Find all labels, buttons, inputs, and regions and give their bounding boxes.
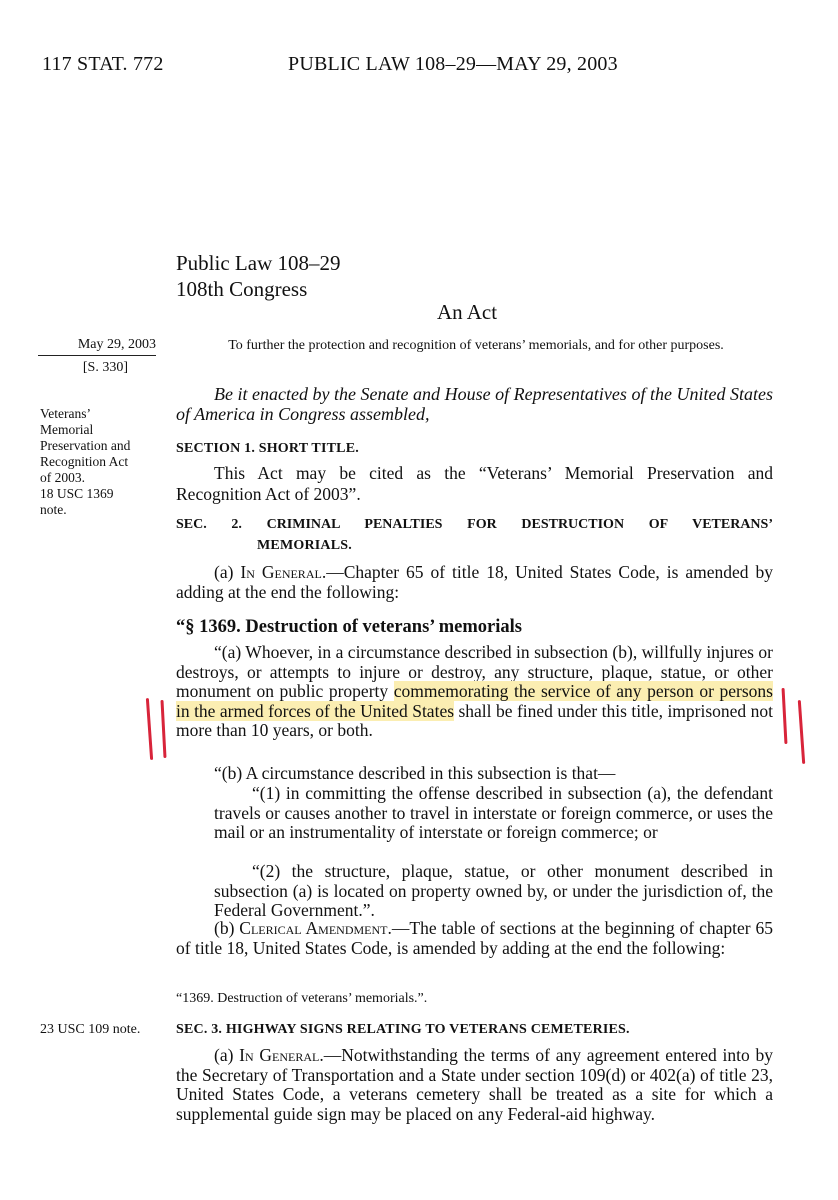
subsection-caption: In General [240,562,322,582]
short-title-margin-note: Veterans’ Memorial Preservation and Recognition Act of 2003. 18 USC 1369 note. [40,406,131,517]
running-head: PUBLIC LAW 108–29—MAY 29, 2003 [288,53,618,75]
section-2-heading: SEC. 2. CRIMINAL PENALTIES FOR DESTRUCTION OF VETERANS’ [176,517,773,532]
section-1369-subsection-a: “(a) Whoever, in a circumstance described in subsection (b), willfully injures or destroys, or attempts to injure or destroy, any structure, plaque, statue, or other monument on public property commemorating the service of any person or persons in the armed forces of the United States shall be fined under this title, imprisoned not more than 10 years, or both. [176,642,773,740]
subsection-caption: Clerical Amendment [239,918,388,938]
section-3-margin-note: 23 USC 109 note. [40,1022,141,1037]
section-1369-title: “§ 1369. Destruction of veterans’ memorials [176,617,522,637]
pen-mark-right-1 [782,688,788,744]
highlighted-passage: commemorating the service of any person or persons in the armed forces of the United States [176,681,773,721]
table-of-sections-entry: “1369. Destruction of veterans’ memorials.”. [176,991,428,1006]
paragraph-1: “(1) in committing the offense described in subsection (a), the defendant travels or causes another to travel in interstate or foreign commerce, or uses the mail or an instrumentality of interstate or foreign commerce; or [214,783,773,842]
paragraph-2: “(2) the structure, plaque, statue, or other monument described in subsection (a) is located on property owned by, or under the jurisdiction of, the Federal Government.”. [214,861,773,920]
section-1369-subsection-b: “(b) A circumstance described in this subsection is that— [214,763,616,783]
section-1-heading: SECTION 1. SHORT TITLE. [176,441,359,456]
section-2-heading-cont: MEMORIALS. [257,538,352,553]
bill-number: [S. 330] [82,360,128,375]
margin-divider [38,355,156,356]
pen-mark-left-2 [160,700,166,758]
section-3-heading: SEC. 3. HIGHWAY SIGNS RELATING TO VETERANS CEMETERIES. [176,1022,630,1037]
law-title-block [176,250,340,302]
page-stat-number: 117 STAT. 772 [42,53,164,75]
act-purpose: To further the protection and recognition of veterans’ memorials, and for other purposes. [228,338,724,353]
enacting-clause: Be it enacted by the Senate and House of Representatives of the United States of America in Congress assembled, [176,384,773,424]
public-law-number: Public Law 108–29 [176,251,341,275]
subsection-caption: In General [239,1045,320,1065]
congress-number: 108th Congress [176,277,308,301]
pen-mark-left-1 [146,698,153,760]
section-3-subsection-a: (a) In General.—Notwithstanding the terms of any agreement entered into by the Secretary of Transportation and a State under section 109(d) or 402(a) of title 23, United States Code, a veterans cemetery shall be treated as a site for which a supplemental guide sign may be placed on any Federal-aid highway. [176,1045,773,1124]
pen-mark-right-2 [798,700,805,764]
section-2-subsection-b: (b) Clerical Amendment.—The table of sections at the beginning of chapter 65 of title 18, United States Code, is amended by adding at the end the following: [176,918,773,958]
section-2-subsection-a: (a) In General.—Chapter 65 of title 18, United States Code, is amended by adding at the end the following: [176,562,773,602]
section-1-text: This Act may be cited as the “Veterans’ Memorial Preservation and Recognition Act of 2003”. [176,463,773,504]
enactment-date: May 29, 2003 [77,337,156,352]
act-heading: An Act [437,300,498,324]
